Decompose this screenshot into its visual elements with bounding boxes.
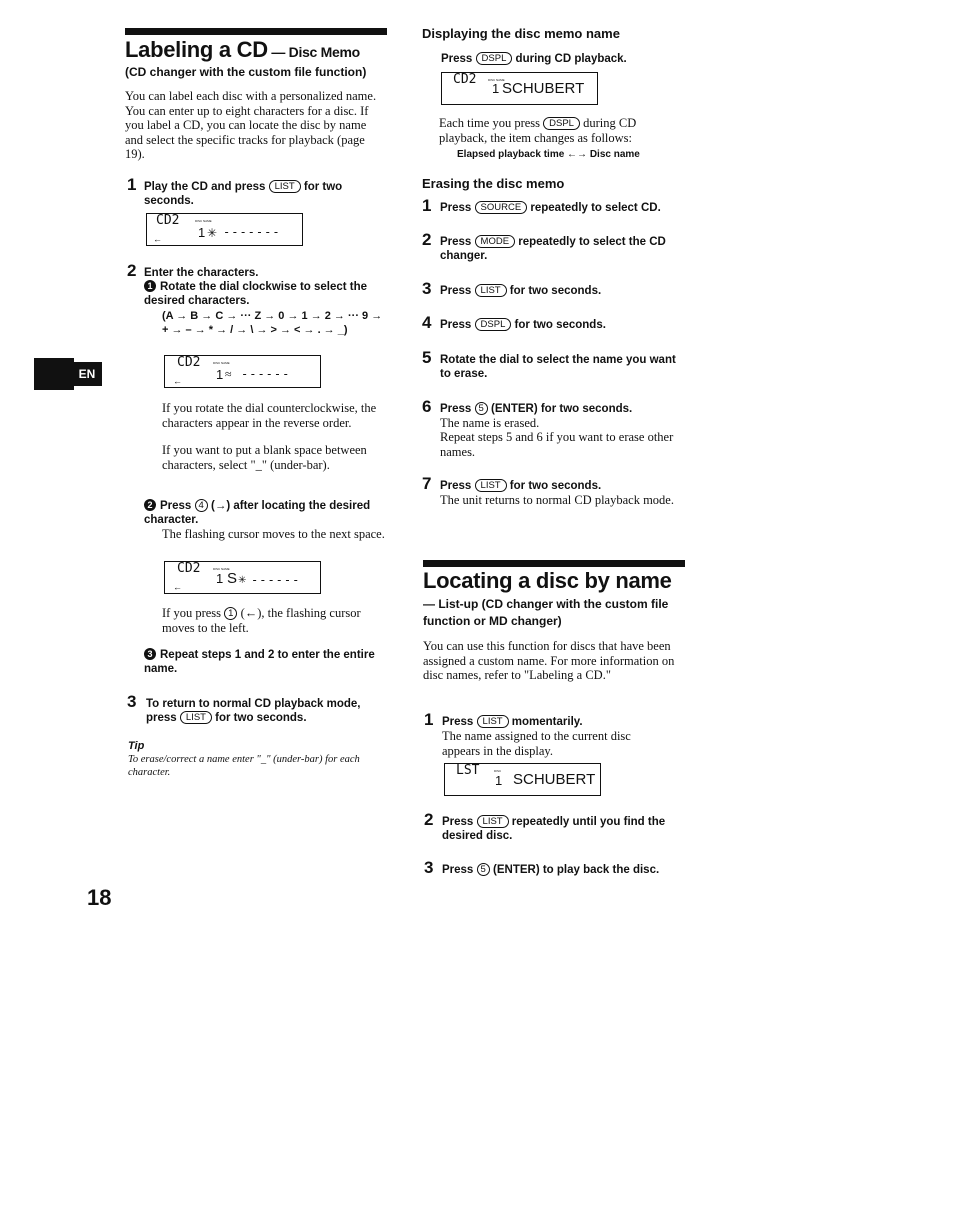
dspl-button-label: DSPL bbox=[543, 117, 580, 130]
section-subtitle: (CD changer with the custom file function) bbox=[125, 65, 367, 79]
lcd-disc-number: 1 bbox=[216, 571, 224, 586]
step-text: Press bbox=[442, 816, 477, 828]
display-memo-heading: Displaying the disc memo name bbox=[422, 26, 620, 41]
left-arrow-icon: ← bbox=[173, 376, 182, 386]
step-text: Press bbox=[441, 53, 476, 65]
substep-1-note-1: If you rotate the dial counterclockwise, the characters appear in the reverse order. bbox=[162, 401, 377, 430]
erase-memo-heading: Erasing the disc memo bbox=[422, 176, 565, 191]
substep-1-note-2: If you want to put a blank space between characters, select "_" (under-bar). bbox=[162, 443, 367, 472]
substep-text: (→) after locating the desired character. bbox=[144, 500, 371, 526]
note-text: Each time you press bbox=[439, 116, 544, 130]
source-button-label: SOURCE bbox=[475, 201, 528, 214]
locate-intro: You can use this function for discs that have been assigned a custom name. For more information on disc names, refer to "Labeling a CD." bbox=[423, 639, 675, 682]
step-1-text bbox=[144, 180, 380, 208]
substep-1 bbox=[144, 280, 390, 308]
section-rule-left bbox=[125, 28, 387, 35]
substep-3 bbox=[144, 648, 384, 676]
cursor-flash-icon: ≈ bbox=[225, 367, 232, 381]
step-text: for two seconds. bbox=[211, 712, 307, 724]
locate-subtitle: — List-up (CD changer with the custom file function or MD changer) bbox=[423, 597, 669, 628]
step-text: for two seconds. bbox=[511, 319, 606, 331]
erase-step-3 bbox=[440, 284, 685, 298]
step-2-text: Enter the characters. bbox=[144, 267, 259, 279]
lcd-disc-name: SCHUBERT bbox=[513, 771, 596, 788]
step-number: 1 bbox=[422, 196, 432, 215]
step-3-text bbox=[146, 697, 390, 725]
step-text: Press bbox=[440, 236, 475, 248]
locate-step-1 bbox=[442, 715, 685, 729]
note-text: during CD playback, the item changes as follows: bbox=[439, 116, 637, 145]
step-text: Press bbox=[442, 864, 477, 876]
erase-step-6-note-2: Repeat steps 5 and 6 if you want to erase other names. bbox=[440, 430, 674, 459]
lcd-display-5 bbox=[444, 763, 601, 796]
step-number: 1 bbox=[424, 710, 434, 729]
side-tab-marker bbox=[34, 358, 74, 390]
mode-button-label: MODE bbox=[475, 235, 516, 248]
tip-text: To erase/correct a name enter "_" (under-bar) for each character. bbox=[128, 754, 360, 778]
intro-paragraph: You can label each disc with a personalized name. You can enter up to eight characters for a disc. If you label a CD, you can locate the disc by name and select the specific tracks for playback (page 19). bbox=[125, 89, 377, 161]
lcd-display-1 bbox=[146, 213, 303, 246]
step-number: 7 bbox=[422, 474, 432, 493]
step-text: Play the CD and press bbox=[144, 181, 269, 193]
lcd-display-4 bbox=[441, 72, 598, 105]
step-number: 3 bbox=[422, 279, 432, 298]
left-arrow-icon: ← bbox=[173, 582, 182, 592]
step-number: 3 bbox=[424, 858, 434, 877]
cursor-flash-icon: ✳ bbox=[207, 226, 218, 240]
erase-step-2 bbox=[440, 235, 685, 263]
erase-step-1 bbox=[440, 201, 685, 215]
language-tab: EN bbox=[72, 362, 102, 386]
lcd-dashes: ------ bbox=[241, 367, 291, 381]
step-text: Press bbox=[440, 285, 475, 297]
lcd-tiny-label: DISC NAME bbox=[213, 567, 230, 571]
section-title-labeling bbox=[125, 37, 360, 63]
step-number: 2 bbox=[127, 261, 137, 280]
list-button-label: LIST bbox=[475, 479, 507, 492]
lcd-display-2 bbox=[164, 355, 321, 388]
lcd-label: LST bbox=[456, 763, 480, 778]
step-text: for two seconds. bbox=[506, 285, 602, 297]
erase-step-4 bbox=[440, 318, 685, 332]
locate-step-3 bbox=[442, 863, 692, 877]
lcd-label: CD2 bbox=[177, 355, 201, 370]
list-button-label: LIST bbox=[477, 715, 509, 728]
lcd-disc-name: SCHUBERT bbox=[502, 80, 585, 97]
tip-label: Tip bbox=[128, 740, 145, 752]
step-text: during CD playback. bbox=[512, 53, 627, 65]
button-4-label: 4 bbox=[195, 499, 208, 512]
step-number: 2 bbox=[424, 810, 434, 829]
circled-number-icon: 2 bbox=[144, 499, 156, 511]
lcd-label: CD2 bbox=[156, 213, 180, 228]
button-1-label: 1 bbox=[224, 607, 237, 620]
step-text: for two seconds. bbox=[144, 181, 343, 207]
note-text: (←), the flashing cursor moves to the left. bbox=[162, 606, 361, 635]
step-text: Press bbox=[440, 403, 475, 415]
page-number: 18 bbox=[87, 885, 112, 910]
lcd-dashes: ------- bbox=[223, 225, 281, 239]
display-step bbox=[441, 52, 627, 66]
erase-step-7-note: The unit returns to normal CD playback mode. bbox=[440, 493, 674, 507]
erase-step-6 bbox=[440, 402, 685, 416]
step-text: (ENTER) for two seconds. bbox=[487, 403, 633, 415]
erase-step-6-note-1: The name is erased. bbox=[440, 416, 540, 430]
display-note bbox=[439, 116, 669, 145]
button-5-label: 5 bbox=[477, 863, 490, 876]
list-button-label: LIST bbox=[477, 815, 509, 828]
step-text: Press bbox=[442, 716, 477, 728]
locate-step-1-note: The name assigned to the current disc appears in the display. bbox=[442, 729, 631, 758]
step-number: 5 bbox=[422, 348, 432, 367]
lcd-tiny-label: DISC NAME bbox=[488, 78, 505, 82]
step-text: for two seconds. bbox=[506, 480, 602, 492]
step-text: repeatedly to select the CD changer. bbox=[440, 236, 666, 262]
locate-step-2 bbox=[442, 815, 687, 843]
substep-text: Press bbox=[160, 500, 195, 512]
left-arrow-icon: ← bbox=[153, 234, 162, 244]
lcd-label: CD2 bbox=[453, 72, 477, 87]
step-text: repeatedly to select CD. bbox=[527, 202, 661, 214]
note-text: If you press bbox=[162, 606, 225, 620]
section-title-locating: Locating a disc by name bbox=[423, 568, 672, 593]
lcd-char: S bbox=[227, 570, 238, 587]
button-5-label: 5 bbox=[475, 402, 488, 415]
erase-step-7 bbox=[440, 479, 685, 493]
step-text: Press bbox=[440, 480, 475, 492]
step-text: To return to normal CD playback mode, press bbox=[146, 698, 361, 724]
erase-step-5: Rotate the dial to select the name you want to erase. bbox=[440, 354, 676, 380]
substep-2-note: The flashing cursor moves to the next space. bbox=[162, 527, 385, 541]
dspl-button-label: DSPL bbox=[476, 52, 513, 65]
lcd-label: CD2 bbox=[177, 561, 201, 576]
lcd-display-3 bbox=[164, 561, 321, 594]
lcd-tiny-label: DISC NAME bbox=[213, 361, 230, 365]
step-text: repeatedly until you find the desired disc. bbox=[442, 816, 666, 842]
lcd-disc-number: 1 bbox=[216, 367, 224, 382]
display-cycle: Elapsed playback time ←→ Disc name bbox=[457, 149, 640, 160]
step-text: Press bbox=[440, 202, 475, 214]
step-number: 2 bbox=[422, 230, 432, 249]
substep-text: Repeat steps 1 and 2 to enter the entire name. bbox=[144, 649, 375, 675]
substep-2 bbox=[144, 499, 384, 527]
lcd-tiny-label: DISC NAME bbox=[195, 219, 212, 223]
step-text: (ENTER) to play back the disc. bbox=[489, 864, 660, 876]
cursor-flash-icon: ✳ bbox=[238, 575, 247, 586]
lcd-disc-number: 1 bbox=[495, 773, 503, 788]
step-number: 4 bbox=[422, 313, 432, 332]
lcd-dashes: ------ bbox=[251, 573, 301, 587]
title-suffix: — Disc Memo bbox=[267, 44, 360, 60]
lcd-tiny-label: DISC bbox=[494, 769, 502, 773]
title-text: Labeling a CD bbox=[125, 37, 268, 62]
list-button-label: LIST bbox=[475, 284, 507, 297]
character-sequence: (A → B → C → ··· Z → 0 → 1 → 2 → ··· 9 → + → – → * → / → \ → > → < → . → _) bbox=[162, 310, 383, 336]
section-rule-right bbox=[423, 560, 685, 567]
list-button-label: LIST bbox=[269, 180, 301, 193]
substep-text: Rotate the dial clockwise to select the desired characters. bbox=[144, 281, 368, 307]
substep-2-note-2 bbox=[162, 606, 390, 635]
list-button-label: LIST bbox=[180, 711, 212, 724]
dspl-button-label: DSPL bbox=[475, 318, 512, 331]
step-text: momentarily. bbox=[508, 716, 583, 728]
circled-number-icon: 3 bbox=[144, 648, 156, 660]
step-number: 3 bbox=[127, 692, 137, 711]
circled-number-icon: 1 bbox=[144, 280, 156, 292]
lcd-disc-number: 1 bbox=[198, 225, 206, 240]
step-text: Press bbox=[440, 319, 475, 331]
lcd-disc-number: 1 bbox=[492, 81, 500, 96]
step-number: 6 bbox=[422, 397, 432, 416]
step-number: 1 bbox=[127, 175, 137, 194]
